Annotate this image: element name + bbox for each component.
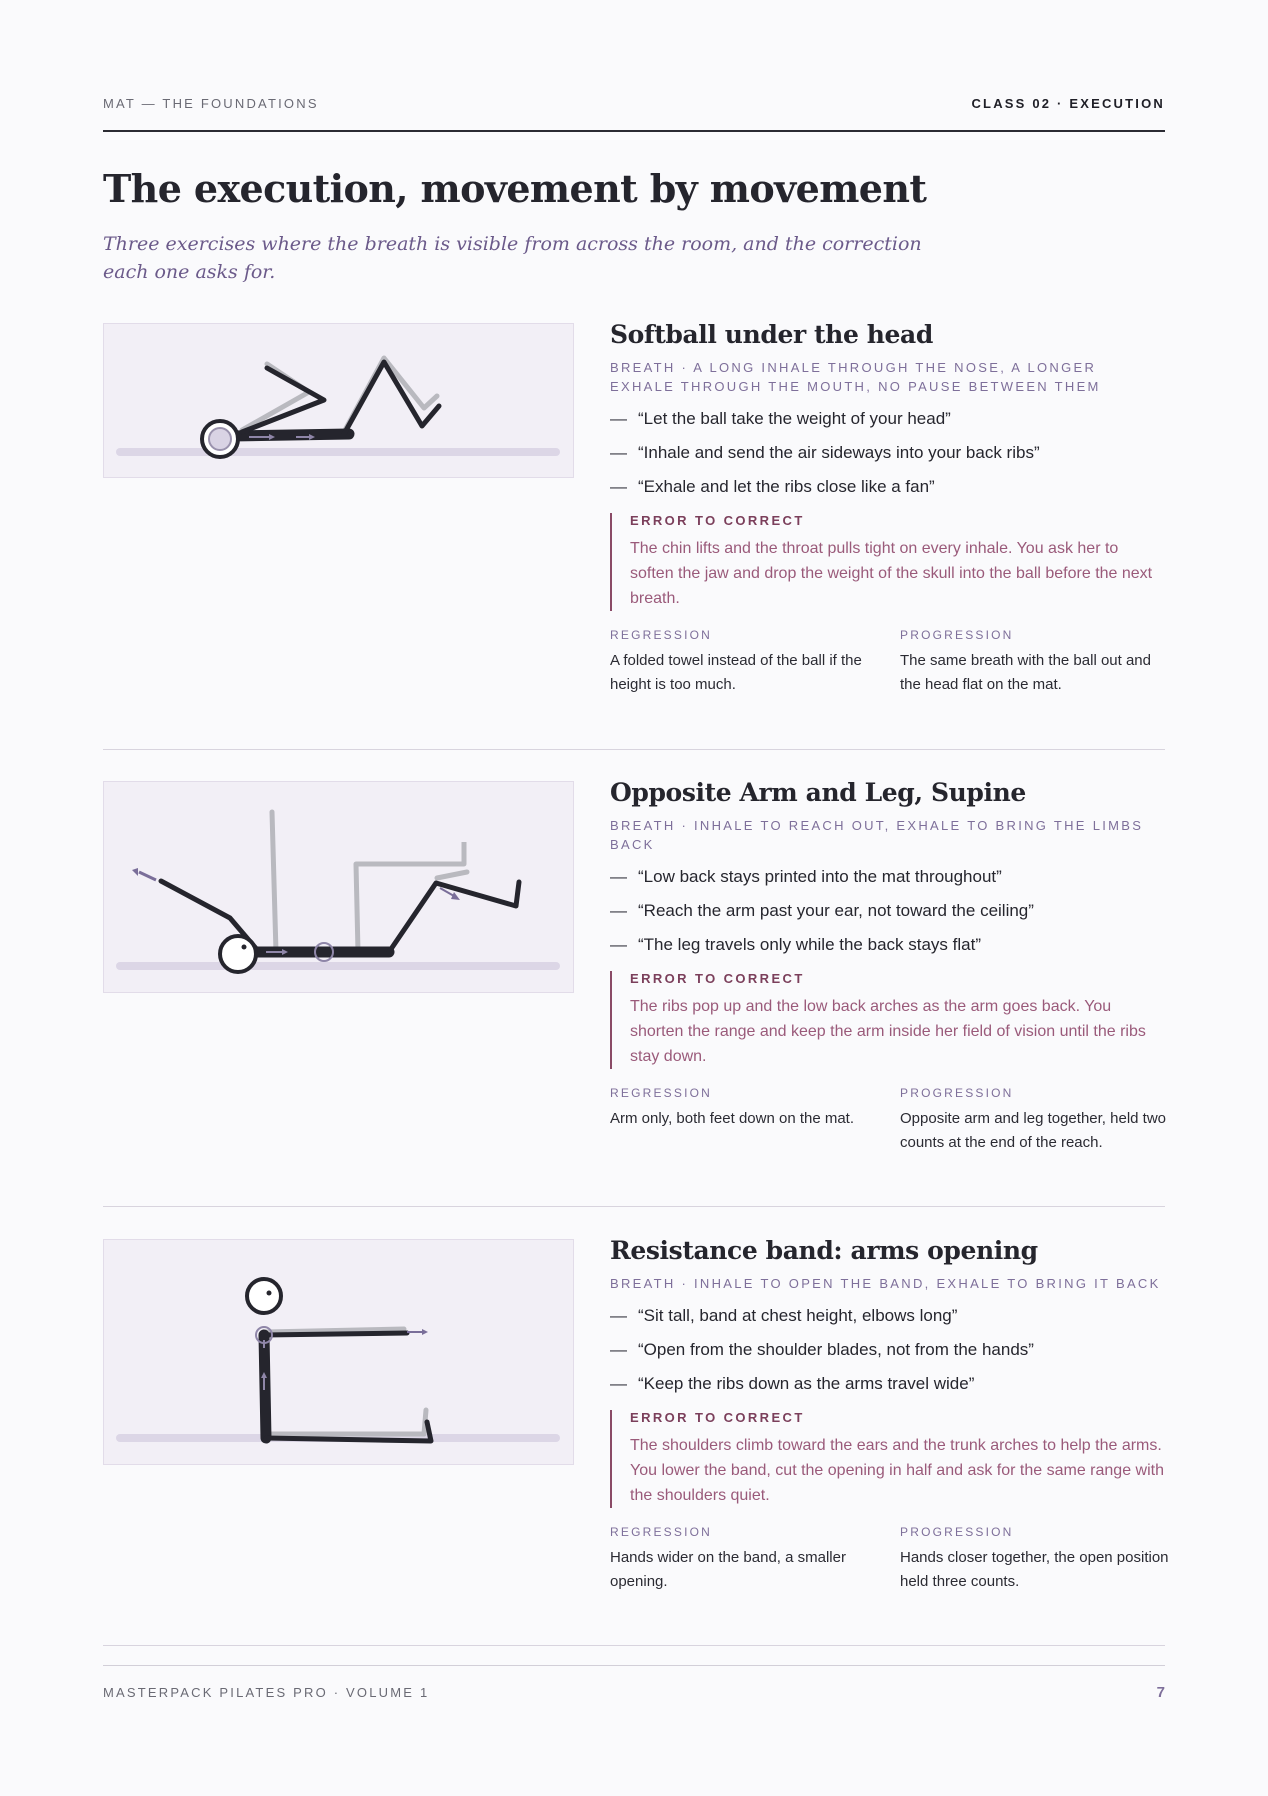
cue-item: — “Inhale and send the air sideways into your back ribs” — [610, 443, 1040, 462]
resistance-band-figure-icon — [104, 1240, 573, 1464]
footer-rule — [103, 1665, 1165, 1666]
class-label: CLASS 02 · EXECUTION — [971, 96, 1165, 111]
error-text: The chin lifts and the throat pulls tight on every inhale. You ask her to soften the jaw and drop the weight of the skull into the ball before the next breath. — [630, 540, 1153, 607]
cue-item: — “The leg travels only while the back stays flat” — [610, 935, 981, 954]
error-label: ERROR TO CORRECT — [630, 513, 805, 528]
page-header — [103, 96, 1165, 132]
divider — [103, 1645, 1165, 1646]
cue-item: — “Sit tall, band at chest height, elbows long” — [610, 1306, 958, 1325]
page-subtitle: Three exercises where the breath is visible from across the room, and the correction each one asks for. — [103, 233, 922, 283]
error-box — [610, 513, 1165, 611]
progression-block: PROGRESSION Hands closer together, the open position held three counts. — [900, 1525, 1169, 1590]
page — [103, 0, 1169, 1796]
error-text: The ribs pop up and the low back arches as the arm goes back. You shorten the range and keep the arm inside her field of vision until the ribs stay down. — [630, 998, 1146, 1065]
divider — [103, 1206, 1165, 1207]
exercise-figure — [103, 781, 574, 993]
exercise-title: Softball under the head — [610, 320, 933, 349]
opposite-arm-leg-figure-icon — [104, 782, 573, 992]
breath-instruction: BREATH · INHALE TO REACH OUT, EXHALE TO BRING THE LIMBS BACK — [610, 818, 1144, 852]
cue-item: — “Let the ball take the weight of your head” — [610, 409, 951, 428]
regression-progression — [610, 1524, 1169, 1594]
regression-block: REGRESSION A folded towel instead of the ball if the height is too much. — [610, 628, 862, 693]
exercise-title: Resistance band: arms opening — [610, 1236, 1038, 1265]
page-title: The execution, movement by movement — [103, 166, 927, 211]
cue-list — [610, 867, 1165, 955]
progression-block: PROGRESSION The same breath with the ball out and the head flat on the mat. — [900, 628, 1151, 693]
exercise-content — [610, 320, 1165, 697]
cue-item: — “Low back stays printed into the mat throughout” — [610, 867, 1002, 886]
error-text: The shoulders climb toward the ears and the trunk arches to help the arms. You lower the band, cut the opening in half and ask for the same range with the shoulders quiet. — [630, 1437, 1164, 1504]
cue-item: — “Reach the arm past your ear, not toward the ceiling” — [610, 901, 1034, 920]
exercise-title: Opposite Arm and Leg, Supine — [610, 778, 1026, 807]
exercise-figure — [103, 323, 574, 478]
cue-item: — “Open from the shoulder blades, not from the hands” — [610, 1340, 1034, 1359]
error-label: ERROR TO CORRECT — [630, 971, 805, 986]
exercise-content — [610, 778, 1167, 1155]
progression-block: PROGRESSION Opposite arm and leg together, held two counts at the end of the reach. — [900, 1086, 1167, 1151]
breath-instruction: BREATH · INHALE TO OPEN THE BAND, EXHALE TO BRING IT BACK — [610, 1276, 1161, 1291]
regression-progression — [610, 627, 1165, 697]
cue-item: — “Keep the ribs down as the arms travel wide” — [610, 1374, 975, 1393]
cue-list — [610, 1306, 1165, 1394]
regression-block: REGRESSION Arm only, both feet down on the mat. — [610, 1086, 855, 1127]
footer-title: MASTERPACK PILATES PRO · VOLUME 1 — [103, 1685, 430, 1700]
error-box — [610, 971, 1165, 1069]
regression-progression — [610, 1085, 1165, 1155]
exercise-figure — [103, 1239, 574, 1465]
error-label: ERROR TO CORRECT — [630, 1410, 805, 1425]
section-label: MAT — THE FOUNDATIONS — [103, 96, 319, 111]
exercise-content — [610, 1236, 1169, 1594]
softball-figure-icon — [104, 324, 573, 477]
cue-list — [610, 409, 1165, 497]
divider — [103, 749, 1165, 750]
regression-block: REGRESSION Hands wider on the band, a smaller opening. — [610, 1525, 846, 1590]
breath-instruction: BREATH · A LONG INHALE THROUGH THE NOSE, A LONGER EXHALE THROUGH THE MOUTH, NO PAUSE BETWEEN THEM — [610, 360, 1101, 394]
cue-item: — “Exhale and let the ribs close like a fan” — [610, 477, 935, 496]
page-number: 7 — [1156, 1684, 1165, 1701]
error-box — [610, 1410, 1165, 1508]
